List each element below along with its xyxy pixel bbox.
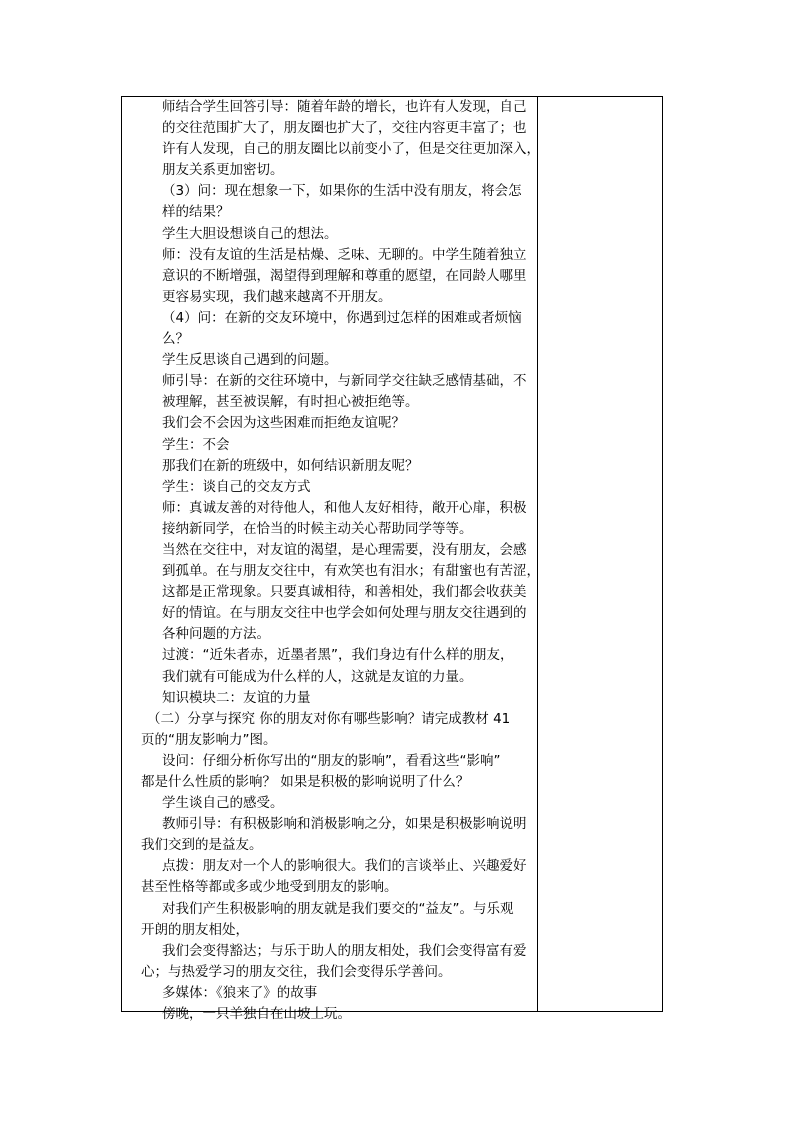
text-line: 对我们产生积极影响的朋友就是我们要交的“益友”。与乐观 bbox=[162, 900, 514, 917]
text-line: 朋友关系更加密切。 bbox=[162, 162, 284, 179]
text-line: （3）问：现在想象一下，如果你的生活中没有朋友，将会怎 bbox=[162, 183, 522, 200]
text-line: 多媒体：《狼来了》的故事 bbox=[162, 984, 318, 1001]
text-line: 当然在交往中，对友谊的渴望，是心理需要，没有朋友，会感 bbox=[162, 541, 527, 558]
text-line: 接纳新同学，在恰当的时候主动关心帮助同学等等。 bbox=[162, 520, 473, 537]
text-line: 点拨：朋友对一个人的影响很大。我们的言谈举止、兴趣爱好 bbox=[162, 858, 527, 875]
text-line: 样的结果？ bbox=[162, 204, 230, 221]
lesson-table bbox=[121, 96, 663, 1023]
text-line: 学生：谈自己的交友方式 bbox=[162, 478, 311, 495]
text-line: 设问：仔细分析你写出的“朋友的影响”，看看这些“影响” bbox=[162, 752, 501, 769]
text-line: 我们会不会因为这些困难而拒绝友谊呢？ bbox=[162, 415, 405, 432]
text-line: 甚至性格等都或多或少地受到朋友的影响。 bbox=[141, 879, 398, 896]
text-line: 师结合学生回答引导：随着年龄的增长，也许有人发现，自己 bbox=[162, 99, 527, 115]
text-line: 更容易实现，我们越来越离不开朋友。 bbox=[162, 288, 392, 305]
text-line: 么？ bbox=[162, 331, 189, 348]
text-line: 我们交到的是益友。 bbox=[141, 837, 263, 854]
text-line: （二）分享与探究 你的朋友对你有哪些影响？请完成教材 41 bbox=[147, 710, 511, 727]
text-line: 各种问题的方法。 bbox=[162, 626, 270, 643]
text-line: 师引导：在新的交往环境中，与新同学交往缺乏感情基础，不 bbox=[162, 373, 527, 390]
text-line: 开朗的朋友相处， bbox=[141, 921, 249, 938]
text-line: 傍晚，一只羊独自在山坡上玩。 bbox=[162, 1006, 351, 1023]
text-line: 到孤单。在与朋友交往中，有欢笑也有泪水；有甜蜜也有苦涩， bbox=[162, 563, 540, 580]
text-line: 我们会变得豁达；与乐于助人的朋友相处，我们会变得富有爱 bbox=[162, 942, 527, 959]
text-line: 心；与热爱学习的朋友交往，我们会变得乐学善问。 bbox=[141, 963, 452, 980]
text-line: 学生反思谈自己遇到的问题。 bbox=[162, 352, 338, 369]
text-line: 知识模块二：友谊的力量 bbox=[162, 689, 311, 706]
text-line: 那我们在新的班级中，如何结识新朋友呢？ bbox=[162, 457, 419, 474]
text-line: 师：真诚友善的对待他人，和他人友好相待，敞开心扉，积极 bbox=[162, 499, 527, 516]
text-line: 我们就有可能成为什么样的人，这就是友谊的力量。 bbox=[162, 668, 473, 685]
text-line: 被理解，甚至被误解，有时担心被拒绝等。 bbox=[162, 394, 419, 411]
text-line: 学生谈自己的感受。 bbox=[162, 795, 284, 812]
text-line: 师：没有友谊的生活是枯燥、乏味、无聊的。中学生随着独立 bbox=[162, 246, 527, 263]
teaching-content-cell bbox=[127, 97, 540, 1023]
text-line: 教师引导：有积极影响和消极影响之分，如果是积极影响说明 bbox=[162, 816, 527, 833]
text-line: 这都是正常现象。只要真诚相待，和善相处，我们都会收获美 bbox=[162, 584, 527, 601]
text-line: 学生：不会 bbox=[162, 436, 230, 453]
text-line: （4）问：在新的交友环境中，你遇到过怎样的困难或者烦恼 bbox=[162, 309, 522, 326]
text-line: 意识的不断增强，渴望得到理解和尊重的愿望，在同龄人哪里 bbox=[162, 267, 527, 284]
text-line: 过渡：“近朱者赤，近墨者黑”，我们身边有什么样的朋友， bbox=[162, 647, 514, 664]
text-line: 的交往范围扩大了，朋友圈也扩大了，交往内容更丰富了；也 bbox=[162, 120, 527, 137]
text-line: 都是什么性质的影响？ 如果是积极的影响说明了什么？ bbox=[141, 774, 470, 790]
notes-cell bbox=[538, 97, 662, 1011]
text-line: 页的“朋友影响力”图。 bbox=[141, 731, 277, 748]
text-line: 许有人发现，自己的朋友圈比以前变小了，但是交往更加深入， bbox=[162, 141, 540, 158]
text-line: 好的情谊。在与朋友交往中也学会如何处理与朋友交往遇到的 bbox=[162, 605, 527, 622]
text-line: 学生大胆设想谈自己的想法。 bbox=[162, 225, 338, 242]
